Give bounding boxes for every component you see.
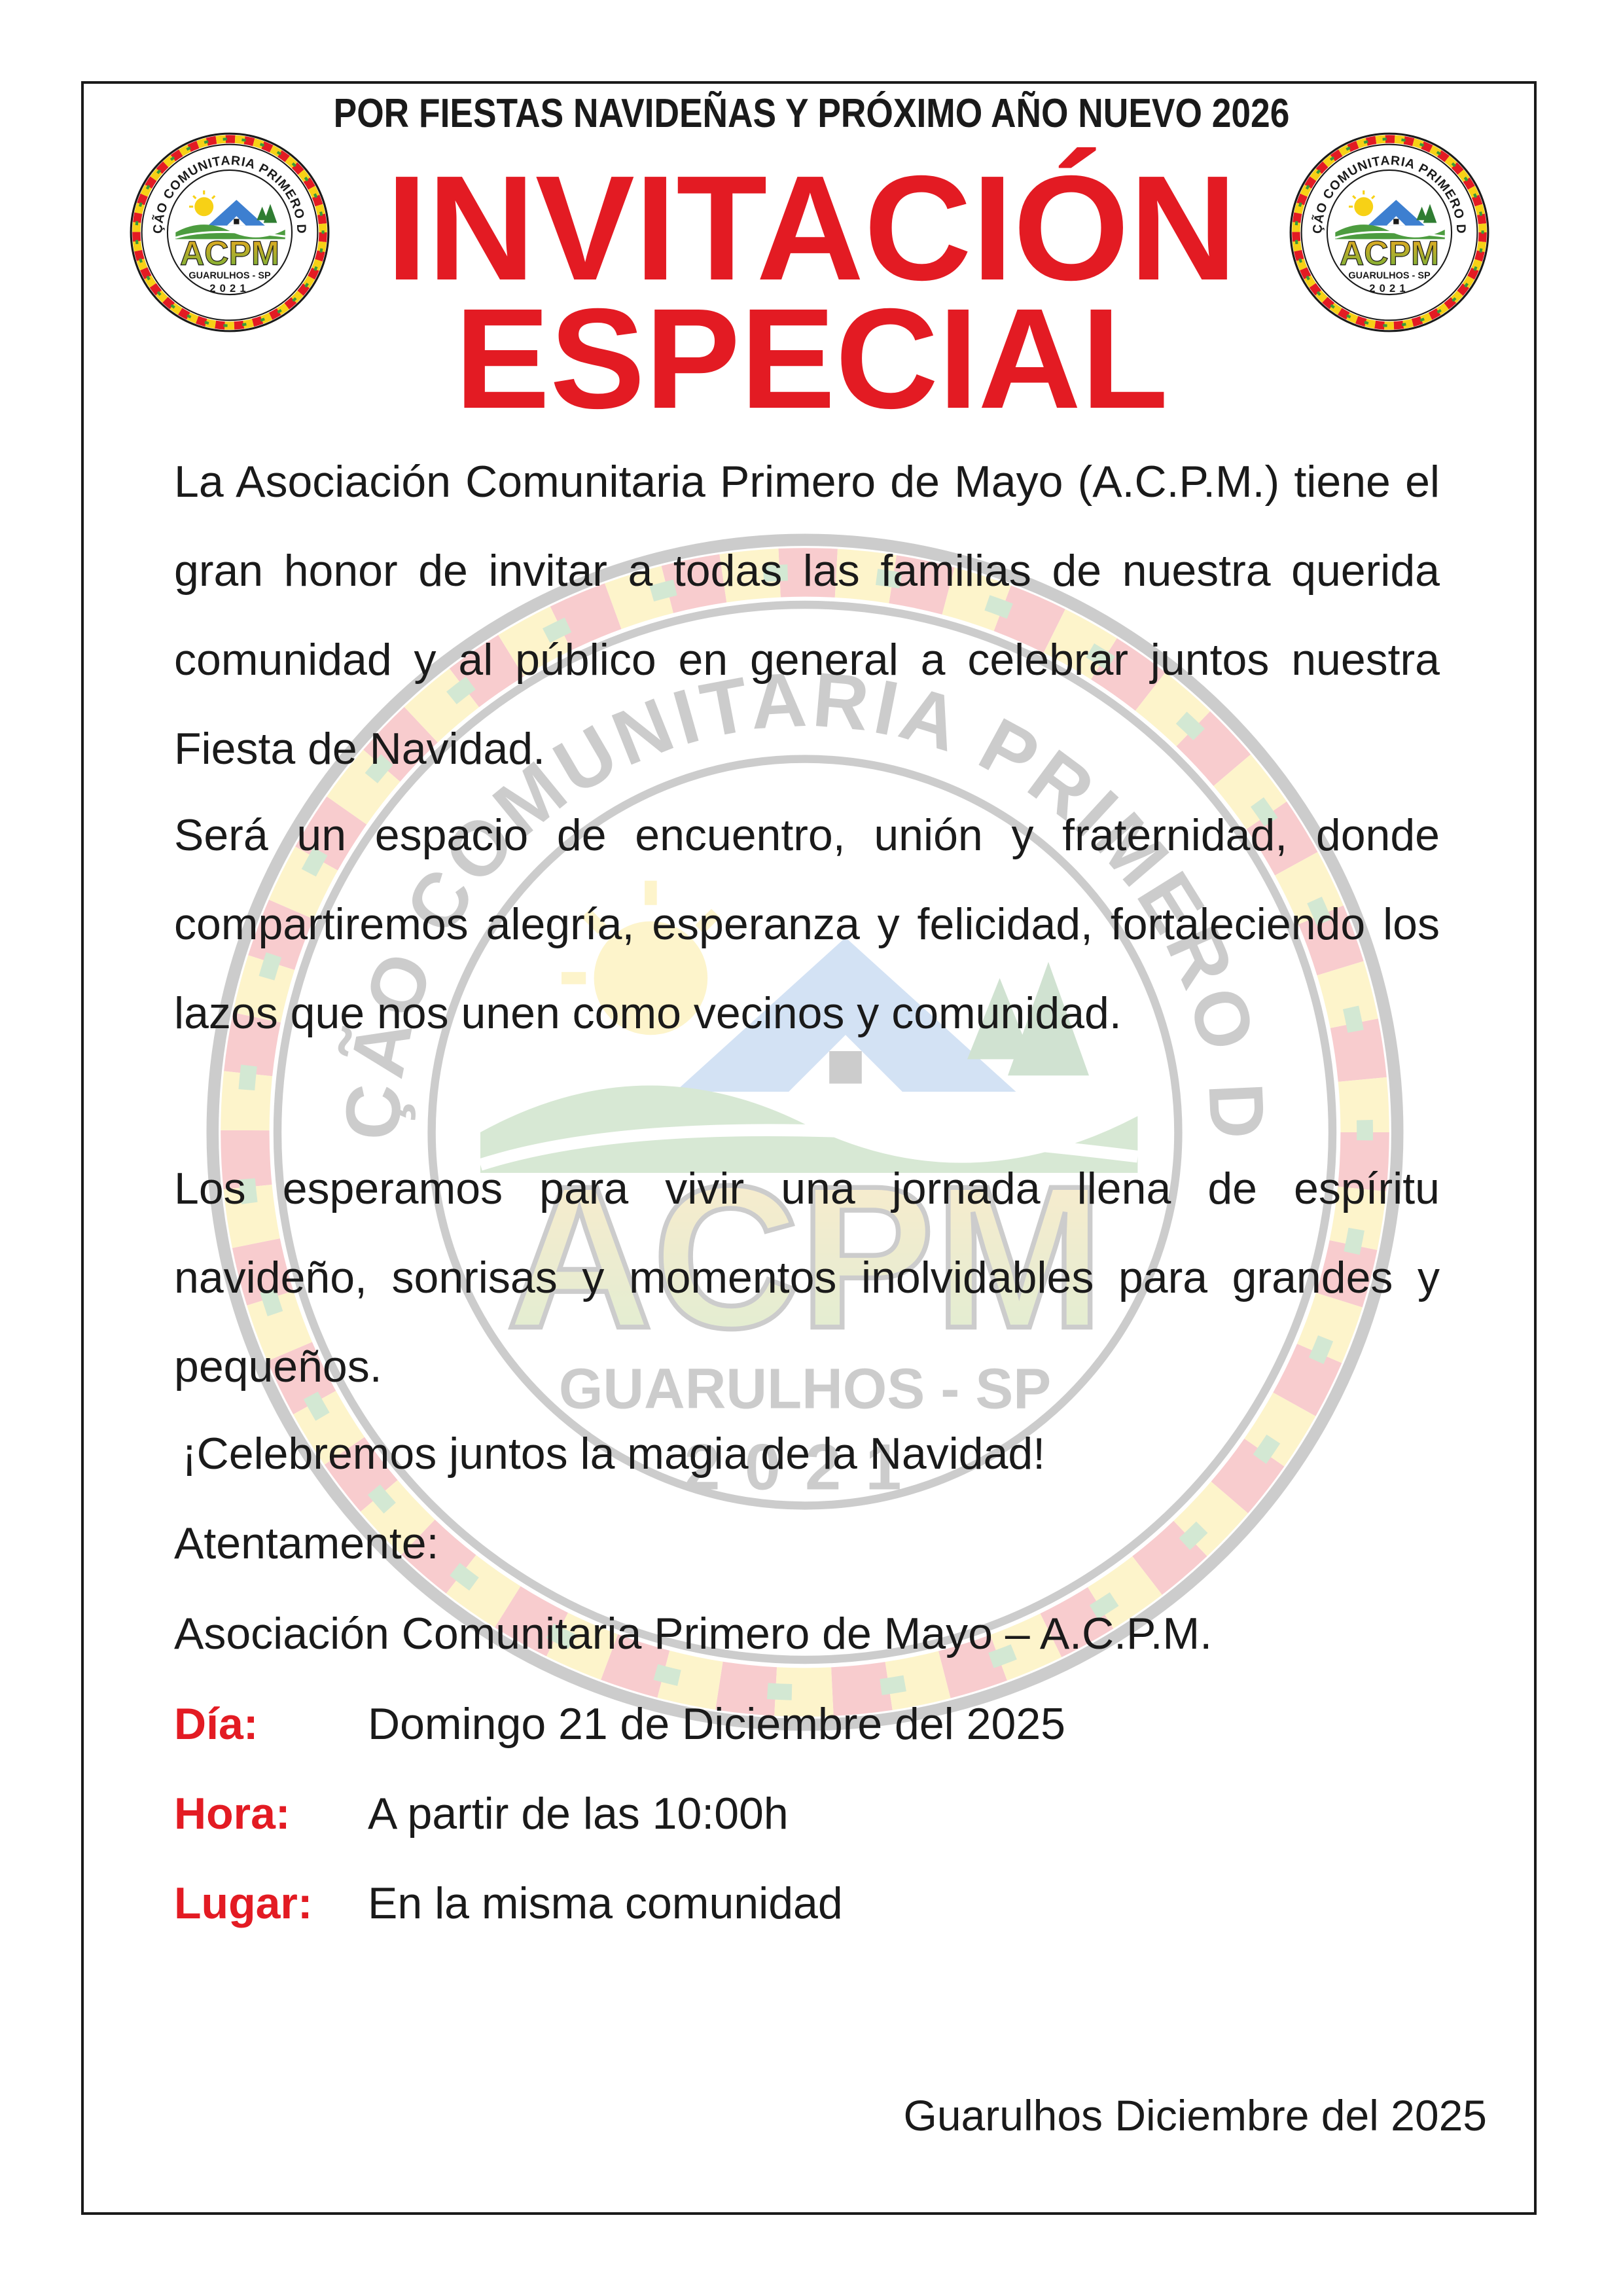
invitation-paragraph-3: Los esperamos para vivir una jornada llena de espíritu navideño, sonrisas y momentos inolvidables para grandes y pequeños. [174, 1164, 1440, 1391]
detail-time [174, 1769, 789, 1858]
place-value: En la misma comunidad [368, 1878, 843, 1928]
event-subtitle: POR FIESTAS NAVIDEÑAS Y PRÓXIMO AÑO NUEVO 2026 [333, 91, 1290, 136]
footer-place-date: Guarulhos Diciembre del 2025 [903, 2091, 1487, 2140]
celebrate-line: ¡Celebremos juntos la magia de la Navidad! [182, 1429, 1046, 1479]
day-label: Día: [174, 1699, 259, 1749]
detail-place [174, 1859, 843, 1948]
time-label: Hora: [174, 1789, 291, 1839]
regards-signature: Asociación Comunitaria Primero de Mayo – A.C.P.M. [174, 1609, 1213, 1659]
detail-day [174, 1679, 1065, 1768]
time-value: A partir de las 10:00h [368, 1789, 789, 1839]
invitation-paragraph-2: Será un espacio de encuentro, unión y fraternidad, donde compartiremos alegría, esperanza y felicidad, fortaleciendo los lazos que nos unen como vecinos y comunidad. [174, 810, 1440, 1038]
title-especial: ESPECIAL [454, 279, 1169, 439]
regards-label: Atentamente: [174, 1518, 439, 1568]
invitation-paragraph-1: La Asociación Comunitaria Primero de Mayo (A.C.P.M.) tiene el gran honor de invitar a todas las familias de nuestra querida comunidad y al público en general a celebrar juntos nuestra Fiesta de Navidad. [174, 457, 1440, 774]
day-value: Domingo 21 de Diciembre del 2025 [368, 1699, 1065, 1749]
place-label: Lugar: [174, 1878, 313, 1928]
title-invitacion: INVITACIÓN [385, 145, 1238, 312]
